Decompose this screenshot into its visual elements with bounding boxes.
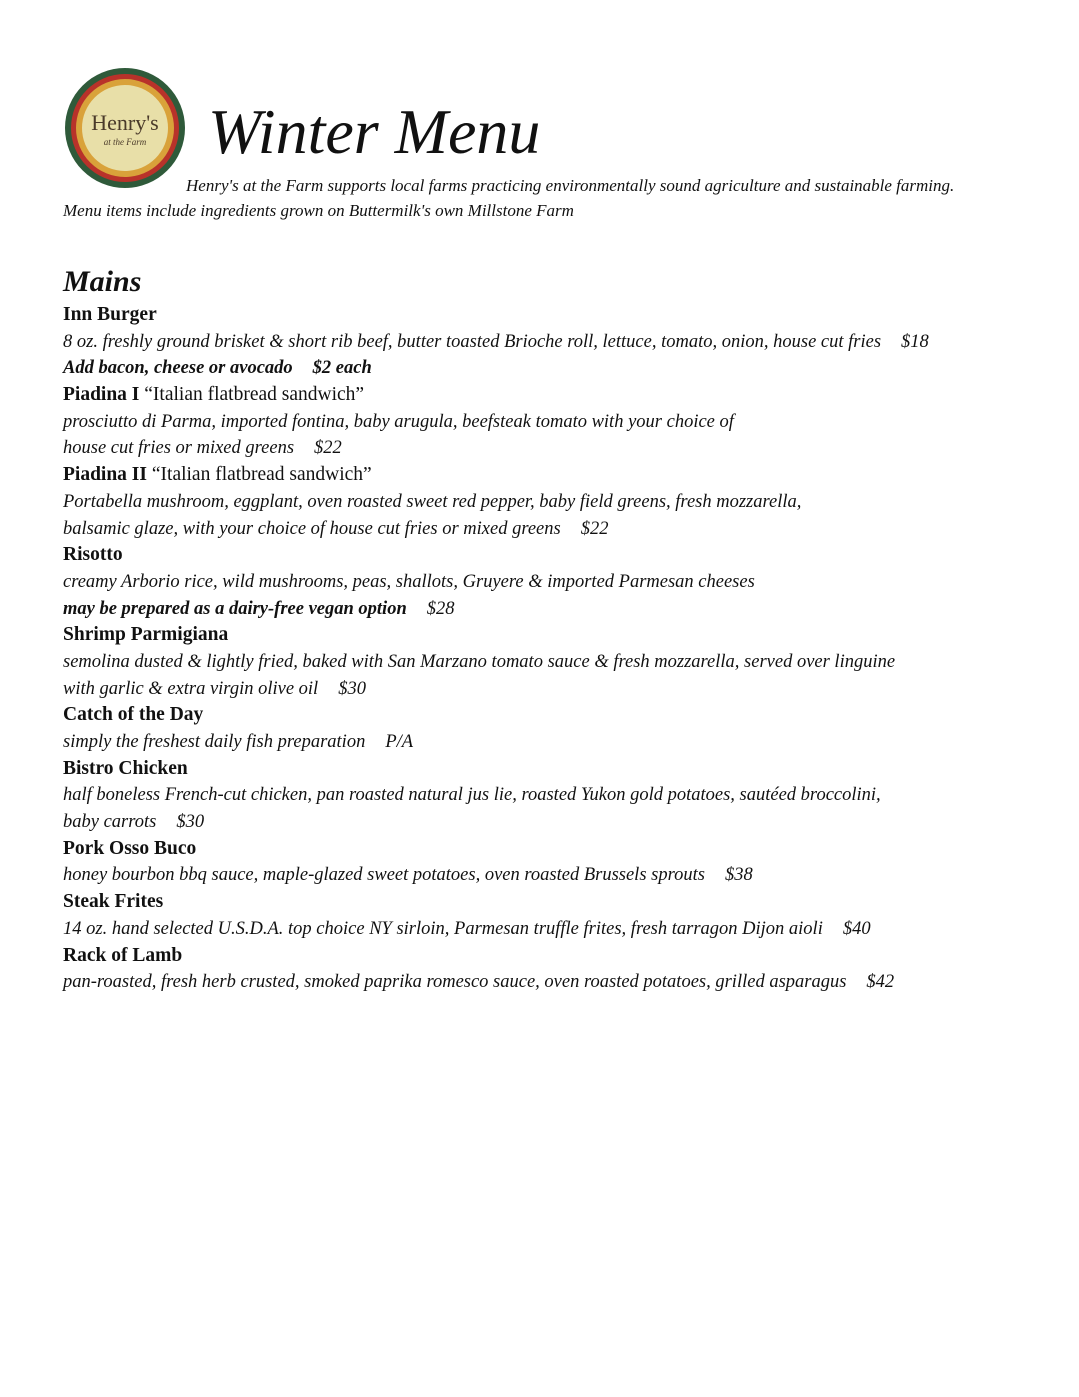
tagline-line-1: Henry's at the Farm supports local farms practicing environmentally sound agriculture and sustainable farming. (186, 176, 955, 195)
item-name: Pork Osso Buco (63, 837, 197, 859)
menu-item (63, 302, 1053, 382)
item-add-on-price: $2 each (312, 358, 372, 379)
menu-item (63, 462, 1053, 542)
henrys-logo (64, 67, 186, 189)
menu-item (63, 702, 1053, 755)
menu-items-list (63, 302, 1053, 996)
item-description: semolina dusted & lightly fried, baked with San Marzano tomato sauce & fresh mozzarella, served over linguine (63, 651, 896, 672)
item-description-cont: with garlic & extra virgin olive oil $30 (63, 678, 366, 699)
item-description: 8 oz. freshly ground brisket & short rib beef, butter toasted Brioche roll, lettuce, tomato, onion, house cut fries $18 (63, 331, 929, 352)
menu-item (63, 382, 1053, 462)
menu-item (63, 889, 1053, 942)
item-description: creamy Arborio rice, wild mushrooms, peas, shallots, Gruyere & imported Parmesan cheeses (63, 571, 755, 592)
item-name: Inn Burger (63, 304, 157, 325)
item-name: Rack of Lamb (63, 944, 183, 966)
menu-item (63, 542, 1053, 622)
item-description: prosciutto di Parma, imported fontina, baby arugula, beefsteak tomato with your choice of (63, 411, 734, 432)
item-price: $18 (901, 331, 929, 352)
item-price: $42 (866, 972, 895, 993)
logo-subtitle: at the Farm (103, 137, 147, 147)
item-name: Piadina II “Italian flatbread sandwich” (63, 464, 372, 486)
menu-title: Winter Menu (208, 96, 541, 167)
item-description: honey bourbon bbq sauce, maple-glazed sweet potatoes, oven roasted Brussels sprouts $38 (63, 865, 753, 886)
item-description: pan-roasted, fresh herb crusted, smoked paprika romesco sauce, oven roasted potatoes, grilled asparagus $42 (63, 972, 895, 993)
menu-item (63, 756, 1053, 836)
item-price: P/A (385, 732, 414, 752)
item-price: $28 (426, 598, 455, 619)
item-description: Portabella mushroom, eggplant, oven roasted sweet red pepper, baby field greens, fresh mozzarella, (63, 491, 802, 512)
menu-item (63, 943, 1053, 996)
item-price: $38 (724, 865, 753, 886)
item-price: $30 (176, 812, 205, 833)
item-name: Shrimp Parmigiana (63, 624, 229, 646)
item-subtitle: “Italian flatbread sandwich” (144, 384, 365, 406)
item-description-cont: house cut fries or mixed greens $22 (63, 438, 342, 459)
item-price: $22 (314, 438, 342, 459)
item-name: Bistro Chicken (63, 757, 188, 779)
item-description-cont: baby carrots $30 (63, 812, 205, 833)
item-description-cont: balsamic glaze, with your choice of house cut fries or mixed greens $22 (63, 518, 609, 539)
item-name: Risotto (63, 544, 123, 566)
item-price: $22 (580, 518, 609, 539)
item-description: half boneless French-cut chicken, pan roasted natural jus lie, roasted Yukon gold potatoes, sautéed broccolini, (63, 785, 881, 806)
item-subtitle: “Italian flatbread sandwich” (151, 464, 372, 486)
tagline-line-2: Menu items include ingredients grown on Buttermilk's own Millstone Farm (63, 201, 574, 220)
item-vegan-note: may be prepared as a dairy-free vegan option $28 (63, 598, 455, 619)
logo-name: Henry's (91, 110, 159, 135)
menu-item (63, 622, 1053, 702)
item-description: 14 oz. hand selected U.S.D.A. top choice NY sirloin, Parmesan truffle frites, fresh tarragon Dijon aioli $40 (63, 918, 871, 939)
item-name: Piadina I “Italian flatbread sandwich” (63, 384, 365, 406)
item-name: Steak Frites (63, 891, 164, 913)
item-name: Catch of the Day (63, 704, 204, 726)
item-price: $30 (338, 678, 366, 699)
item-add-on-note: Add bacon, cheese or avocado $2 each (63, 358, 372, 379)
item-price: $40 (842, 918, 871, 939)
menu-item (63, 836, 1053, 889)
item-description: simply the freshest daily fish preparation P/A (63, 732, 414, 752)
section-heading-mains: Mains (63, 265, 142, 298)
